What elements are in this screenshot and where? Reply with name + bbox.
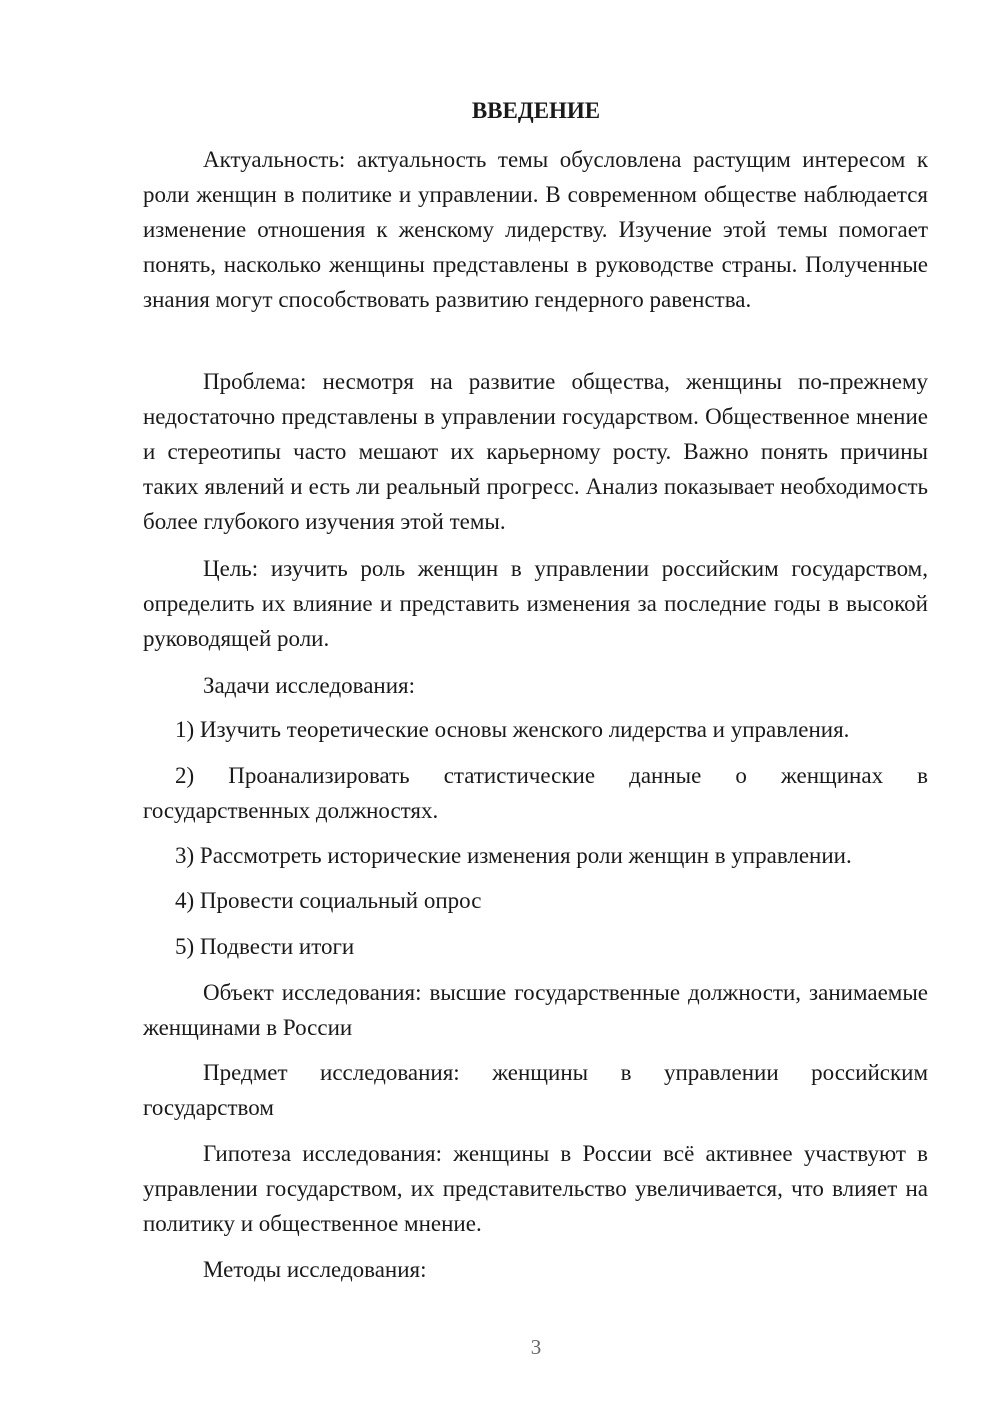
- task-item: 4) Провести социальный опрос: [175, 888, 482, 913]
- relevance-paragraph: Актуальность: актуальность темы обусловлена растущим интересом к роли женщин в политике и управлении. В современном обществе наблюдается изменение отношения к женскому лидерству. Изучение этой темы помогает понять, насколько женщины представлены в руководстве страны. Полученные знания могут способствовать развитию гендерного равенства.: [143, 147, 928, 312]
- goal-paragraph: Цель: изучить роль женщин в управлении российским государством, определить их влияние и представить изменения за последние годы в высокой руководящей роли.: [143, 556, 928, 651]
- task-item: 5) Подвести итоги: [175, 934, 355, 959]
- problem-paragraph: Проблема: несмотря на развитие общества, женщины по-прежнему недостаточно представлены в управлении государством. Общественное мнение и стереотипы часто мешают их карьерному росту. Важно понять причины таких явлений и есть ли реальный прогресс. Анализ показывает необходимость более глубокого изучения этой темы.: [143, 369, 928, 534]
- hypothesis-paragraph: Гипотеза исследования: женщины в России всё активнее участвуют в управлении государством, их представительство увеличивается, что влияет на политику и общественное мнение.: [143, 1141, 928, 1236]
- task-item: 1) Изучить теоретические основы женского лидерства и управления.: [175, 717, 850, 742]
- methods-heading: Методы исследования:: [203, 1257, 427, 1282]
- page-number: 3: [530, 1335, 542, 1359]
- task-item: 2) Проанализировать статистические данные о женщинах в государственных должностях.: [143, 763, 928, 823]
- tasks-heading: Задачи исследования:: [203, 673, 416, 698]
- object-paragraph: Объект исследования: высшие государственные должности, занимаемые женщинами в России: [143, 980, 928, 1040]
- subject-paragraph: Предмет исследования: женщины в управлении российским государством: [143, 1060, 928, 1120]
- section-title: ВВЕДЕНИЕ: [471, 98, 601, 123]
- task-item: 3) Рассмотреть исторические изменения роли женщин в управлении.: [175, 843, 852, 868]
